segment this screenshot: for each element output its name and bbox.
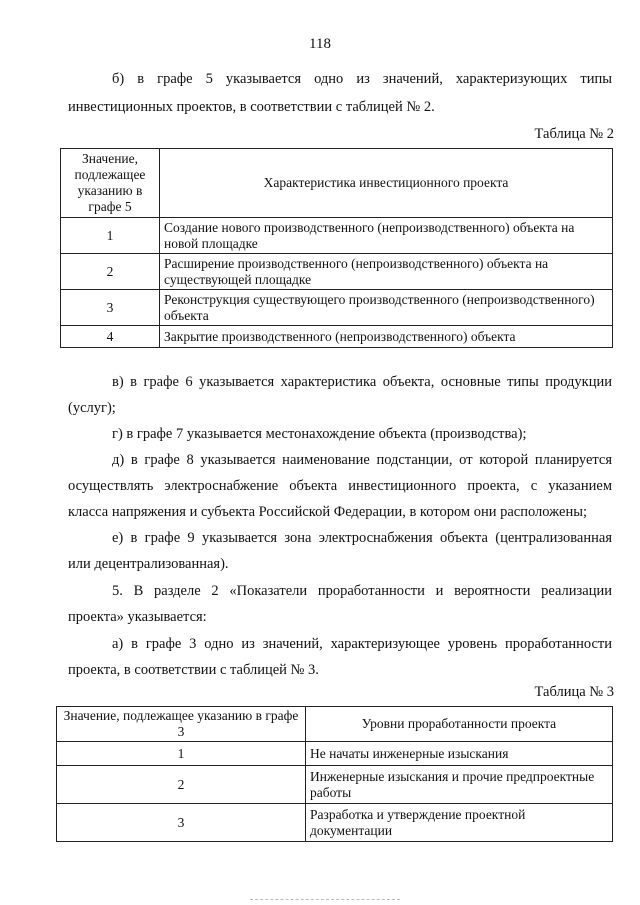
section-5-line-1: 5. В разделе 2 «Показатели проработанности и вероятности реализации bbox=[112, 583, 612, 599]
bottom-scan-artifact bbox=[250, 899, 400, 900]
row-value: 3 bbox=[61, 290, 160, 326]
row-text: Не начаты инженерные изыскания bbox=[306, 742, 613, 766]
table3-caption: Таблица № 3 bbox=[534, 684, 614, 700]
row-value: 2 bbox=[61, 254, 160, 290]
column-header-level: Уровни проработанности проекта bbox=[306, 707, 613, 742]
item-d-line-1: д) в графе 8 указывается наименование подстанции, от которой планируется bbox=[112, 452, 612, 468]
table-row bbox=[61, 326, 613, 348]
table-row bbox=[57, 804, 613, 842]
intro-line-1: б) в графе 5 указывается одно из значений, характеризующих типы bbox=[112, 71, 612, 87]
item-d-line-3: класса напряжения и субъекта Российской Федерации, в котором они расположены; bbox=[68, 504, 587, 520]
item-v-line-1: в) в графе 6 указывается характеристика объекта, основные типы продукции bbox=[112, 374, 612, 390]
section-5-line-2: проекта» указывается: bbox=[68, 609, 207, 625]
table-header-row bbox=[57, 707, 613, 742]
item-a-line-1: а) в графе 3 одно из значений, характеризующее уровень проработанности bbox=[112, 636, 612, 652]
table-header-row bbox=[61, 149, 613, 218]
row-value: 4 bbox=[61, 326, 160, 348]
table-row bbox=[61, 290, 613, 326]
row-text: Реконструкция существующего производственного (непроизводственного) объекта bbox=[160, 290, 613, 326]
item-g: г) в графе 7 указывается местонахождение объекта (производства); bbox=[112, 426, 527, 442]
row-value: 1 bbox=[61, 218, 160, 254]
item-d-line-2: осуществлять электроснабжение объекта инвестиционного проекта, с указанием bbox=[68, 478, 612, 494]
row-value: 1 bbox=[57, 742, 306, 766]
column-header-value: Значение, подлежащее указанию в графе 3 bbox=[57, 707, 306, 742]
item-v-line-2: (услуг); bbox=[68, 400, 116, 416]
intro-line-2: инвестиционных проектов, в соответствии с таблицей № 2. bbox=[68, 99, 435, 115]
table-3 bbox=[56, 706, 613, 842]
table-row bbox=[57, 766, 613, 804]
row-text: Закрытие производственного (непроизводственного) объекта bbox=[160, 326, 613, 348]
page-number: 118 bbox=[309, 36, 331, 52]
column-header-value: Значение, подлежащее указанию в графе 5 bbox=[61, 149, 160, 218]
row-text: Расширение производственного (непроизводственного) объекта на существующей площадке bbox=[160, 254, 613, 290]
item-e-line-1: е) в графе 9 указывается зона электроснабжения объекта (централизованная bbox=[112, 530, 612, 546]
table-row bbox=[61, 254, 613, 290]
item-e-line-2: или децентрализованная). bbox=[68, 556, 229, 572]
row-text: Создание нового производственного (непроизводственного) объекта на новой площадке bbox=[160, 218, 613, 254]
table-2 bbox=[60, 148, 613, 348]
row-value: 3 bbox=[57, 804, 306, 842]
table-row bbox=[57, 742, 613, 766]
table-row bbox=[61, 218, 613, 254]
row-text: Инженерные изыскания и прочие предпроектные работы bbox=[306, 766, 613, 804]
row-value: 2 bbox=[57, 766, 306, 804]
column-header-characteristic: Характеристика инвестиционного проекта bbox=[160, 149, 613, 218]
row-text: Разработка и утверждение проектной документации bbox=[306, 804, 613, 842]
item-a-line-2: проекта, в соответствии с таблицей № 3. bbox=[68, 662, 319, 678]
table2-caption: Таблица № 2 bbox=[534, 126, 614, 142]
